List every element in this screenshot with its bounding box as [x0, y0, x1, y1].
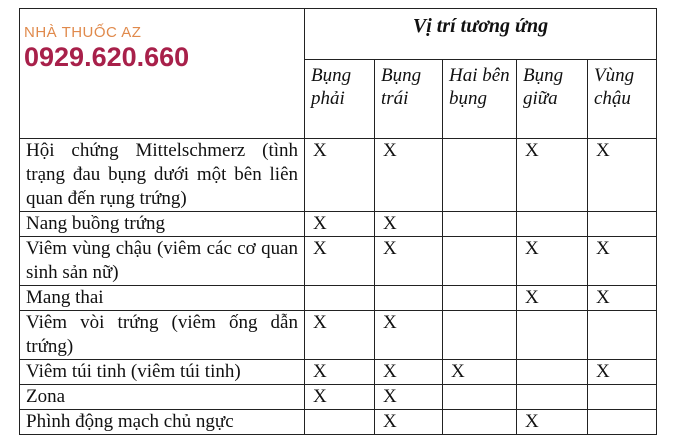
mark-cell: [588, 410, 657, 435]
mark-cell: X: [305, 360, 375, 385]
mark-cell: [517, 360, 588, 385]
watermark-phone: 0929.620.660: [24, 42, 190, 72]
mark-cell: [517, 385, 588, 410]
table-row: [20, 360, 657, 385]
condition-cell: Viêm vòi trứng (viêm ống dẫn trứng): [20, 311, 305, 360]
condition-cell: Hội chứng Mittelschmerz (tình trạng đau bụng dưới một bên liên quan đến rụng trứng): [20, 139, 305, 212]
mark-cell: X: [588, 286, 657, 311]
table-row: [20, 139, 657, 212]
mark-cell: X: [517, 286, 588, 311]
mark-cell: X: [305, 237, 375, 286]
column-header-both-sides: Hai bên bụng: [443, 60, 517, 139]
mark-cell: [517, 212, 588, 237]
mark-cell: [588, 212, 657, 237]
mark-cell: [443, 311, 517, 360]
condition-cell: Viêm vùng chậu (viêm các cơ quan sinh sản nữ): [20, 237, 305, 286]
condition-cell: Nang buồng trứng: [20, 212, 305, 237]
mark-cell: X: [375, 212, 443, 237]
mark-cell: X: [588, 139, 657, 212]
table-row: [20, 286, 657, 311]
column-header-mid-abdomen: Bụng giữa: [517, 60, 588, 139]
column-header-pelvis: Vùng chậu: [588, 60, 657, 139]
condition-cell: Zona: [20, 385, 305, 410]
table-row: [20, 385, 657, 410]
mark-cell: [375, 286, 443, 311]
mark-cell: [517, 311, 588, 360]
mark-cell: X: [375, 385, 443, 410]
mark-cell: [305, 410, 375, 435]
mark-cell: X: [375, 237, 443, 286]
mark-cell: [443, 410, 517, 435]
mark-cell: X: [375, 311, 443, 360]
table-title: Vị trí tương ứng: [305, 9, 657, 60]
mark-cell: X: [375, 139, 443, 212]
column-header-right-abdomen: Bụng phải: [305, 60, 375, 139]
table-row: [20, 410, 657, 435]
table-row: [20, 237, 657, 286]
mark-cell: [443, 385, 517, 410]
mark-cell: X: [305, 311, 375, 360]
condition-cell: Viêm túi tinh (viêm túi tinh): [20, 360, 305, 385]
mark-cell: X: [588, 360, 657, 385]
mark-cell: [443, 139, 517, 212]
mark-cell: X: [517, 139, 588, 212]
mark-cell: [443, 286, 517, 311]
mark-cell: X: [305, 385, 375, 410]
mark-cell: [305, 286, 375, 311]
symptom-table-container: [19, 8, 657, 435]
mark-cell: X: [375, 410, 443, 435]
mark-cell: X: [375, 360, 443, 385]
pharmacy-watermark: [24, 24, 189, 72]
column-header-left-abdomen: Bụng trái: [375, 60, 443, 139]
abdominal-pain-location-table: [19, 8, 657, 435]
mark-cell: X: [305, 139, 375, 212]
mark-cell: [588, 385, 657, 410]
mark-cell: X: [305, 212, 375, 237]
mark-cell: [588, 311, 657, 360]
mark-cell: X: [588, 237, 657, 286]
mark-cell: X: [517, 237, 588, 286]
mark-cell: [443, 237, 517, 286]
condition-cell: Mang thai: [20, 286, 305, 311]
table-row: [20, 212, 657, 237]
mark-cell: X: [443, 360, 517, 385]
condition-cell: Phình động mạch chủ ngực: [20, 410, 305, 435]
table-body: [20, 139, 657, 435]
mark-cell: X: [517, 410, 588, 435]
table-row: [20, 311, 657, 360]
mark-cell: [443, 212, 517, 237]
watermark-name: NHÀ THUỐC AZ: [24, 24, 142, 41]
